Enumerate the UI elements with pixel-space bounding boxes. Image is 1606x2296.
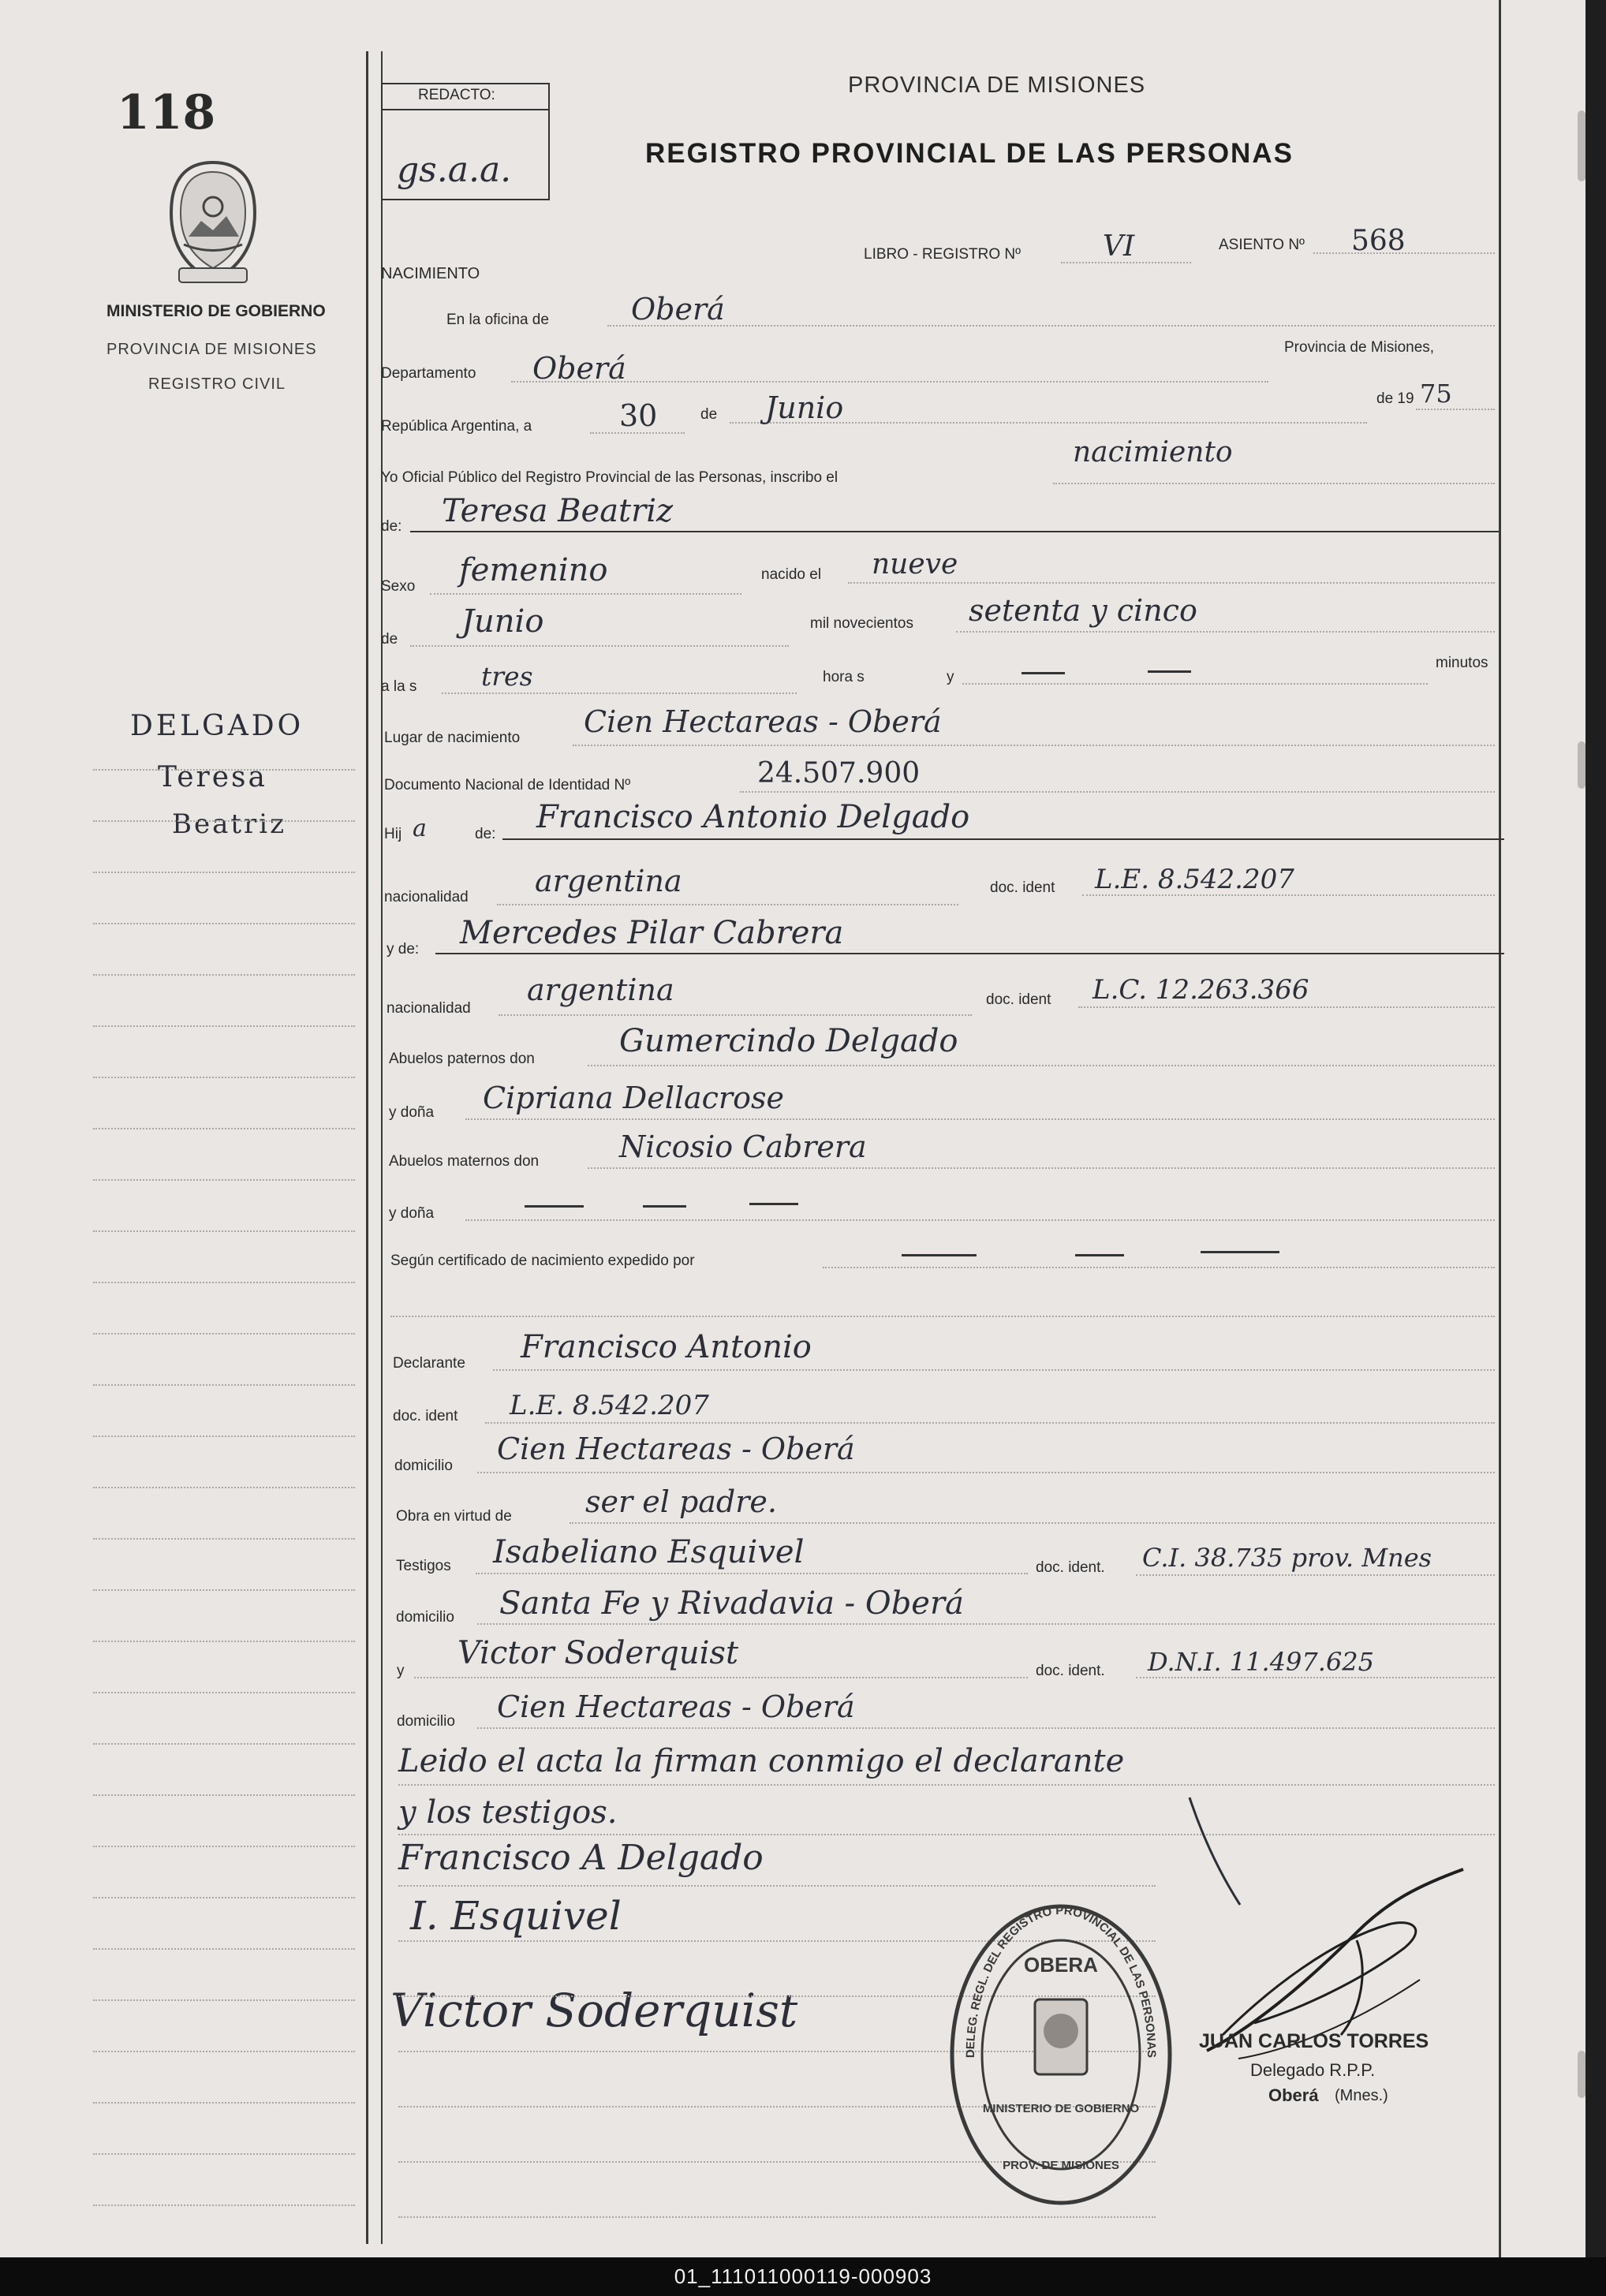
- right-margin-rule: [1499, 0, 1501, 2257]
- binder-notch: [1578, 741, 1585, 789]
- rule: [477, 1472, 1495, 1473]
- rule: [435, 953, 1504, 954]
- delegate-place: Oberá: [1268, 2085, 1319, 2105]
- oficial-label: Yo Oficial Público del Registro Provincial de las Personas, inscribo el: [381, 469, 838, 486]
- signature-testigo-2: Victor Soderquist: [390, 1984, 798, 2037]
- delegate-name: JUAN CARLOS TORRES: [1199, 2030, 1429, 2052]
- dni-label: Documento Nacional de Identidad Nº: [384, 777, 631, 793]
- rule: [430, 593, 741, 595]
- closing-line-2: y los testigos.: [398, 1794, 618, 1831]
- anio-label: de 19: [1376, 390, 1414, 407]
- domicilio-label: domicilio: [396, 1609, 454, 1626]
- mes-value: Junio: [461, 603, 544, 640]
- margin-ruled-line: [93, 1435, 355, 1437]
- departamento-value: Oberá: [532, 351, 626, 386]
- rule: [398, 1834, 1495, 1835]
- provincial-emblem: [162, 158, 264, 288]
- provincia-label: Provincia de Misiones,: [1284, 339, 1435, 356]
- margin-ruled-line: [93, 1077, 355, 1078]
- oficina-label: En la oficina de: [446, 312, 549, 328]
- rule: [499, 1014, 972, 1016]
- hijo-label-a: Hij: [384, 826, 402, 842]
- rule: [502, 838, 1504, 840]
- rule: [477, 1727, 1495, 1729]
- testigo1-domicilio: Santa Fe y Rivadavia - Oberá: [499, 1585, 964, 1622]
- margin-ruled-line: [93, 1179, 355, 1181]
- margin-ruled-line: [93, 1333, 355, 1335]
- nacido-label: nacido el: [761, 566, 822, 583]
- rule: [497, 904, 958, 905]
- y-label: y: [947, 669, 954, 685]
- rule: [410, 531, 1499, 532]
- margin-ruled-line: [93, 1897, 355, 1898]
- margin-ruled-line: [93, 1641, 355, 1642]
- rule: [1136, 1677, 1495, 1678]
- ministry-province: PROVINCIA DE MISIONES: [106, 341, 317, 358]
- obra-label: Obra en virtud de: [396, 1508, 512, 1525]
- de-mes-label: de: [381, 631, 398, 648]
- republica-label: República Argentina, a: [381, 418, 532, 435]
- doc-ident-label: doc. ident.: [1036, 1663, 1105, 1679]
- margin-ruled-line: [93, 1025, 355, 1027]
- rule: [398, 2216, 1156, 2218]
- oficina-value: Oberá: [631, 292, 725, 327]
- asiento-label: ASIENTO Nº: [1219, 237, 1305, 253]
- fecha-mes: Junio: [765, 390, 844, 425]
- blank-dash: [1148, 670, 1191, 673]
- madre-value: Mercedes Pilar Cabrera: [460, 915, 844, 951]
- abuela-paterna: Cipriana Dellacrose: [483, 1081, 784, 1115]
- binder-notch: [1578, 2051, 1585, 2098]
- obra-value: ser el padre.: [585, 1484, 777, 1519]
- ministry-title: MINISTERIO DE GOBIERNO: [106, 302, 326, 320]
- hijo-label-b: de:: [475, 826, 496, 842]
- mil-label: mil novecientos: [810, 615, 913, 632]
- testigo2-domicilio: Cien Hectareas - Oberá: [497, 1689, 855, 1724]
- margin-ruled-line: [93, 1487, 355, 1488]
- blank-dash: [643, 1205, 686, 1208]
- yde-label: y de:: [387, 941, 420, 958]
- domicilio-label: domicilio: [394, 1458, 453, 1474]
- margin-ruled-line: [93, 769, 355, 771]
- declarante-label: Declarante: [393, 1355, 465, 1372]
- alas-label: a la s: [381, 678, 417, 695]
- decl-doc-label: doc. ident: [393, 1408, 458, 1424]
- closing-line-1: Leido el acta la firman conmigo el declarante: [398, 1743, 1125, 1779]
- sexo-label: Sexo: [381, 578, 416, 595]
- delegate-role: Delegado R.P.P.: [1250, 2060, 1376, 2080]
- rule: [823, 1267, 1495, 1268]
- abuelos-maternos-label: Abuelos maternos don: [389, 1153, 540, 1170]
- margin-ruled-line: [93, 1230, 355, 1232]
- abuelo-paterno: Gumercindo Delgado: [619, 1023, 958, 1059]
- rule: [1416, 409, 1495, 410]
- rule: [848, 582, 1495, 584]
- rule: [956, 631, 1495, 633]
- left-margin-rule: [366, 51, 368, 2244]
- delegate-place-note: (Mnes.): [1335, 2087, 1388, 2104]
- margin-surname: DELGADO: [130, 710, 304, 742]
- departamento-label: Departamento: [381, 365, 476, 382]
- horas-label: hora s: [823, 669, 865, 685]
- doc-ident-label: doc. ident: [990, 879, 1055, 896]
- blank-dash: [1075, 1254, 1124, 1256]
- redacto-label: REDACTO:: [418, 87, 495, 103]
- rule: [398, 1885, 1156, 1887]
- rule: [390, 1316, 1495, 1317]
- margin-ruled-line: [93, 1846, 355, 1847]
- anio-value: 75: [1420, 379, 1452, 409]
- seal-top-text: OBERA: [1024, 1953, 1098, 1977]
- rule: [493, 1369, 1495, 1371]
- rule: [1053, 483, 1495, 484]
- seal-inner-text: MINISTERIO DE GOBIERNO: [982, 2102, 1140, 2115]
- ydona-label: y doña: [389, 1104, 435, 1121]
- testigo1-doc: C.I. 38.735 prov. Mnes: [1142, 1543, 1432, 1573]
- blank-dash: [525, 1205, 584, 1208]
- blank-dash: [749, 1203, 798, 1205]
- de-nombre-label: de:: [381, 518, 402, 535]
- margin-ruled-line: [93, 2153, 355, 2155]
- madre-nacionalidad: argentina: [527, 973, 674, 1007]
- image-id-footer: 01_111011000119-000903: [0, 2257, 1606, 2296]
- libro-label: LIBRO - REGISTRO Nº: [864, 246, 1021, 263]
- folio-number: 118: [117, 85, 216, 140]
- padre-value: Francisco Antonio Delgado: [536, 799, 970, 835]
- testigos-label: Testigos: [396, 1558, 451, 1574]
- y-label: y: [397, 1663, 405, 1679]
- margin-ruled-line: [93, 2205, 355, 2206]
- blank-dash: [1201, 1251, 1279, 1253]
- rule: [465, 1118, 1495, 1120]
- ministry-office: REGISTRO CIVIL: [148, 375, 286, 393]
- dni-value: 24.507.900: [757, 757, 921, 790]
- testigo2-doc: D.N.I. 11.497.625: [1148, 1647, 1375, 1677]
- doc-ident-label: doc. ident.: [1036, 1559, 1105, 1576]
- rule: [485, 1422, 1495, 1424]
- alas-value: tres: [481, 661, 533, 692]
- nombre-value: Teresa Beatriz: [442, 493, 674, 529]
- margin-ruled-line: [93, 1128, 355, 1129]
- rule: [962, 683, 1428, 685]
- registry-heading: REGISTRO PROVINCIAL DE LAS PERSONAS: [645, 138, 1294, 169]
- sexo-value: femenino: [459, 552, 608, 588]
- margin-ruled-line: [93, 1999, 355, 2001]
- redacto-value: gs.a.a.: [397, 150, 512, 190]
- testigo1-name: Isabeliano Esquivel: [493, 1534, 805, 1570]
- padre-nacionalidad: argentina: [535, 864, 682, 898]
- official-seal: [947, 1901, 1175, 2208]
- margin-ruled-line: [93, 974, 355, 976]
- rule: [414, 1677, 1028, 1678]
- margin-ruled-line: [93, 2051, 355, 2052]
- signature-declarante: Francisco A Delgado: [398, 1838, 764, 1878]
- rule: [476, 1573, 1028, 1574]
- rule: [398, 1784, 1495, 1786]
- madre-doc: L.C. 12.263.366: [1092, 974, 1309, 1006]
- margin-first-name: Teresa: [158, 761, 267, 793]
- rule: [570, 1522, 1495, 1524]
- margin-ruled-line: [93, 1794, 355, 1796]
- declarante-value: Francisco Antonio: [521, 1329, 812, 1365]
- rule: [1078, 1006, 1495, 1008]
- margin-ruled-line: [93, 1692, 355, 1693]
- rule: [573, 745, 1495, 746]
- libro-value: VI: [1103, 230, 1135, 263]
- rule: [588, 1065, 1495, 1066]
- margin-ruled-line: [93, 1282, 355, 1283]
- seal-bottom-text: PROV. DE MISIONES: [1003, 2159, 1119, 2172]
- margin-ruled-line: [93, 2102, 355, 2104]
- rule: [477, 1623, 1495, 1625]
- signature-testigo-1: I. Esquivel: [410, 1893, 622, 1939]
- rule: [607, 325, 1495, 327]
- segun-label: Según certificado de nacimiento expedido por: [390, 1253, 695, 1269]
- nacido-value: nueve: [872, 548, 958, 581]
- rule: [465, 1219, 1495, 1221]
- rule: [442, 693, 797, 694]
- oficial-value: nacimiento: [1073, 436, 1233, 469]
- fecha-dia: 30: [619, 398, 658, 433]
- record-type: NACIMIENTO: [381, 265, 480, 282]
- minutos-label: minutos: [1436, 655, 1488, 671]
- decl-doc: L.E. 8.542.207: [510, 1390, 709, 1421]
- margin-ruled-line: [93, 872, 355, 873]
- domicilio-label: domicilio: [397, 1713, 455, 1730]
- margin-ruled-line: [93, 820, 355, 822]
- doc-ident-label: doc. ident: [986, 991, 1051, 1008]
- de-label: de: [700, 406, 718, 423]
- ydona-label: y doña: [389, 1205, 435, 1222]
- abuelo-materno: Nicosio Cabrera: [619, 1129, 867, 1164]
- margin-ruled-line: [93, 1743, 355, 1745]
- rule: [410, 645, 789, 647]
- mil-value: setenta y cinco: [969, 593, 1197, 628]
- padre-doc: L.E. 8.542.207: [1095, 864, 1294, 895]
- margin-second-name: Beatriz: [172, 808, 287, 840]
- redacto-underline: [381, 109, 548, 110]
- nacionalidad-label: nacionalidad: [387, 1000, 471, 1017]
- decl-domicilio: Cien Hectareas - Oberá: [497, 1432, 855, 1466]
- lugar-value: Cien Hectareas - Oberá: [584, 704, 942, 739]
- abuelos-paternos-label: Abuelos paternos don: [389, 1051, 535, 1067]
- binder-notch: [1578, 110, 1585, 181]
- province-heading: PROVINCIA DE MISIONES: [848, 73, 1146, 98]
- nacionalidad-label: nacionalidad: [384, 889, 469, 905]
- lugar-label: Lugar de nacimiento: [384, 730, 521, 746]
- testigo2-name: Victor Soderquist: [458, 1635, 739, 1671]
- rule: [588, 1167, 1495, 1169]
- margin-ruled-line: [93, 1948, 355, 1950]
- margin-ruled-line: [93, 1384, 355, 1386]
- margin-ruled-line: [93, 923, 355, 924]
- rule: [1136, 1574, 1495, 1576]
- rule: [740, 791, 1495, 793]
- blank-dash: [1021, 672, 1065, 674]
- blank-dash: [902, 1254, 977, 1256]
- margin-ruled-line: [93, 1538, 355, 1540]
- seal-outer-text: DELEG. REGL. DEL REGISTRO PROVINCIAL DE LAS PERSONAS: [963, 1903, 1159, 2059]
- asiento-value: 568: [1351, 225, 1406, 257]
- hijo-letter: a: [413, 815, 427, 842]
- margin-ruled-line: [93, 1589, 355, 1591]
